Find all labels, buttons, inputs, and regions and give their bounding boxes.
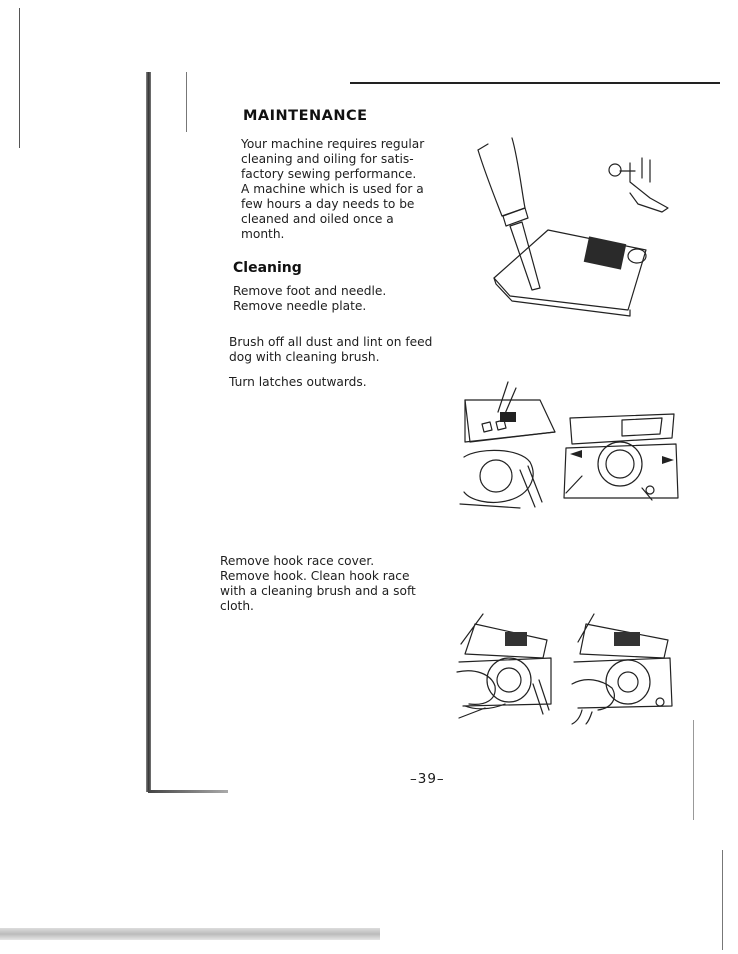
left-margin-line (19, 8, 20, 148)
left-binding-shadow (146, 72, 151, 792)
top-rule (350, 82, 720, 84)
page-number: –39– (410, 771, 445, 787)
maintenance-heading: MAINTENANCE (243, 108, 368, 124)
screwdriver-needle-plate-illustration (470, 138, 675, 318)
cleaning-step-brush: Brush off all dust and lint on feed dog with cleaning brush. (229, 335, 433, 364)
cleaning-step-remove-foot: Remove foot and needle. Remove needle plate. (233, 284, 387, 313)
maintenance-paragraph: Your machine requires regular cleaning and oiling for satis- factory sewing performance. A machine which is used for a few hours a day needs to be cleaned and oiled once a month. (241, 137, 425, 241)
cleaning-step-latches: Turn latches outwards. (229, 375, 367, 389)
cleaning-heading: Cleaning (233, 260, 302, 276)
turn-latches-illustration (562, 408, 682, 503)
clean-hook-race-illustration (568, 614, 678, 724)
cleaning-step-hook-race: Remove hook race cover. Remove hook. Clean hook race with a cleaning brush and a soft cloth. (220, 554, 416, 613)
brush-feed-dog-illustration (460, 382, 560, 510)
bottom-corner-rule (148, 790, 228, 793)
remove-hook-race-cover-illustration (455, 614, 555, 719)
bottom-scan-strip (0, 928, 380, 940)
right-edge-line (722, 850, 723, 950)
top-left-corner (186, 72, 187, 132)
right-margin-line (693, 720, 694, 820)
